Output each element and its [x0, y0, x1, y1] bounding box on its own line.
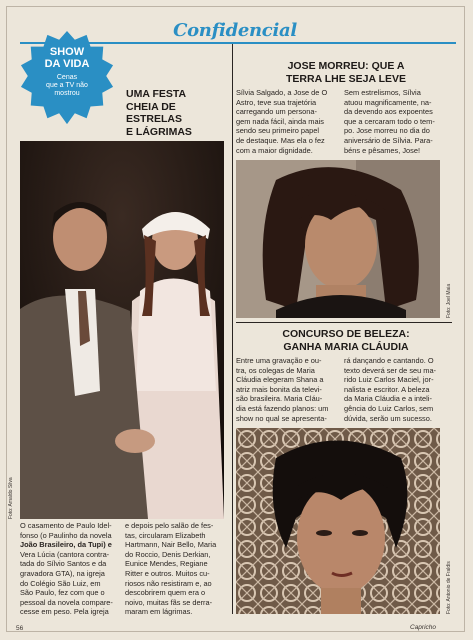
section-title: Confidencial: [173, 20, 297, 41]
caption-line: pessoal da novela compare-: [20, 597, 113, 607]
jose-headline-line: JOSE MORREU: QUE A: [287, 60, 405, 72]
jose-text-col1: [236, 88, 338, 155]
text-line: gência do Luiz Carlos, sem: [344, 403, 434, 413]
text-line: rido Luiz Carlos Maciel, jor-: [344, 375, 434, 385]
text-line: béns e pêsames, Jose!: [344, 145, 421, 155]
jose-headline: [240, 60, 452, 85]
text-line: dia está fazendo planos: um: [236, 403, 329, 413]
text-line: da devendo aos expoentes: [344, 107, 433, 117]
beleza-photo: [236, 428, 440, 614]
caption-line: riosos não resistiram e, ao: [125, 578, 212, 588]
text-line: Sem estrelismos, Sílvia: [344, 88, 421, 97]
text-line: com a maior dignidade.: [236, 145, 313, 155]
caption-line: Vera Lúcia (cantora contra-: [20, 549, 110, 559]
text-line: aniversário de Sílvia. Para-: [344, 135, 433, 145]
text-line: atriz mais bonita da televi-: [236, 384, 322, 394]
caption-line: maram em lágrimas.: [125, 607, 193, 617]
beleza-headline-line: CONCURSO DE BELEZA:: [282, 328, 410, 340]
text-line: são brasileira. Maria Cláu-: [236, 394, 323, 404]
wedding-photo: [20, 141, 224, 519]
beleza-headline-line: GANHA MARIA CLÁUDIA: [283, 340, 409, 353]
caption-line: São Paulo, fez com que o: [20, 588, 105, 598]
caption-line: Ritter e outros. Muitos cu-: [125, 568, 210, 578]
left-headline-line: CHEIA DE: [126, 100, 176, 113]
caption-line: descobrirem quem era o: [125, 588, 206, 598]
left-headline: [126, 88, 192, 138]
text-line: texto deverá ser de seu ma-: [344, 365, 437, 375]
column-divider: [232, 44, 233, 614]
text-line: tra, os colegas de Maria: [236, 365, 315, 375]
text-line: show no qual se apresenta-: [236, 413, 327, 423]
wedding-caption-col1: [20, 521, 120, 617]
text-line: carregando um persona-: [236, 107, 317, 117]
badge-line-3: Cenas: [56, 74, 78, 81]
text-line: da Maria Cláudia e a inteli-: [344, 394, 432, 404]
text-line: gem nada fácil, ainda mais: [236, 116, 324, 126]
text-line: Astro, teve sua trajetória: [236, 97, 317, 107]
jose-text-col2: [344, 88, 448, 155]
beleza-text-col2: [344, 356, 448, 423]
text-line: nalista e escritor. A beleza: [344, 384, 430, 394]
beleza-headline: [240, 328, 452, 353]
badge-line-1: SHOW: [49, 46, 85, 58]
caption-line: O casamento de Paulo Idel-: [20, 521, 112, 530]
caption-line: Hartmann, Nair Bello, Maria: [125, 540, 217, 550]
caption-line: do Colégio São Luiz, em: [20, 578, 101, 588]
caption-line: fonso (o Paulinho da novela: [20, 530, 112, 540]
wedding-photo-credit: Foto: Amaldo Silva: [8, 477, 14, 519]
wedding-caption-col2: [125, 521, 225, 617]
text-line: de destaque. Mas ela o fez: [236, 135, 325, 145]
caption-line: tada do Sílvio Santos e da: [20, 559, 107, 569]
jose-photo: [236, 160, 440, 318]
jose-photo-credit: Foto: Joel Maia: [446, 283, 452, 318]
badge-line-4: que a TV não: [46, 82, 88, 89]
page-number: 56: [16, 625, 24, 632]
caption-line: do Roccio, Denis Derkian,: [125, 549, 211, 559]
text-line: atuou magnificamente, na-: [344, 97, 432, 107]
caption-line: gravadora GTA), na igreja: [20, 568, 105, 578]
text-line: Entre uma gravação e ou-: [236, 356, 322, 365]
beleza-text-col1: [236, 356, 338, 423]
left-headline-line: ESTRELAS: [126, 113, 183, 125]
text-line: po. Jose morreu no dia do: [344, 126, 430, 136]
text-line: dúvida, serão um sucesso.: [344, 413, 432, 423]
caption-line: João Brasileiro, da Tupi) e: [20, 540, 112, 550]
text-line: que a cercaram todo o tem-: [344, 116, 435, 126]
caption-line: tas, circularam Elizabeth: [125, 530, 206, 540]
jose-headline-line: TERRA LHE SEJA LEVE: [286, 72, 406, 85]
caption-line: e depois pelo salão de fes-: [125, 521, 214, 530]
magazine-name: Capricho: [410, 624, 437, 631]
caption-line: cesse em peso. Pela igreja: [20, 607, 109, 617]
story-divider: [236, 322, 452, 323]
text-line: Sílvia Salgado, a Jose de O: [236, 88, 328, 97]
left-headline-line: UMA FESTA: [126, 88, 187, 100]
left-headline-line: E LÁGRIMAS: [126, 125, 192, 138]
badge-line-2: DA VIDA: [44, 58, 90, 70]
caption-line: Eunice Mendes, Regiane: [125, 559, 208, 569]
text-line: sendo seu primeiro papel: [236, 126, 319, 136]
text-line: Cláudia elegeram Shana a: [236, 375, 324, 385]
caption-line: noivo, muitas fãs se derra-: [125, 597, 213, 607]
badge-line-5: mostrou: [54, 90, 80, 97]
text-line: rá dançando e cantando. O: [344, 356, 434, 365]
beleza-photo-credit: Foto: Antonio de Fraldis: [446, 561, 452, 614]
